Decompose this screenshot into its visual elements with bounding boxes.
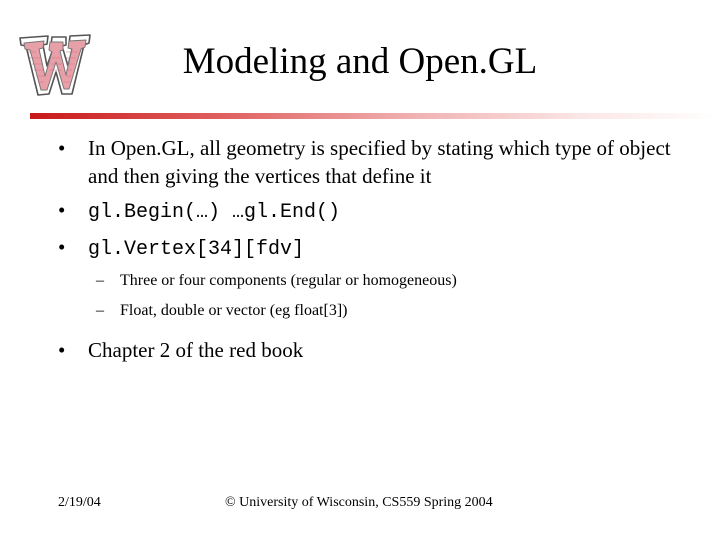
sub-bullet-item-2 [56, 300, 706, 322]
wisconsin-w-logo-icon [14, 28, 96, 102]
sub-bullet-text: Three or four components (regular or homogeneous) [120, 272, 457, 289]
bullet-code-text: gl.Vertex[34][fdv] [88, 238, 305, 261]
sub-bullet-text: Float, double or vector (eg float[3]) [120, 302, 348, 319]
bullet-text: In Open.GL, all geometry is specified by stating which type of object and then giving the vertices that define it [88, 136, 671, 188]
sub-bullet-item-1 [56, 270, 706, 292]
sub-bullet-marker: – [96, 302, 104, 319]
slide-title: Modeling and Open.GL [182, 41, 538, 82]
slide-content [56, 130, 706, 364]
bullet-item-1 [56, 134, 706, 190]
bullet-marker: • [58, 198, 66, 222]
bullet-text: Chapter 2 of the red book [88, 338, 304, 362]
footer-copyright: © University of Wisconsin, CS559 Spring 2004 [225, 495, 493, 510]
bullet-marker: • [58, 235, 66, 259]
bullet-item-3 [56, 233, 706, 264]
bullet-code-text: gl.Begin(…) …gl.End() [88, 201, 341, 224]
footer-date: 2/19/04 [58, 495, 101, 510]
bullet-marker: • [58, 136, 66, 160]
bullet-item-4 [56, 336, 706, 364]
sub-bullet-marker: – [96, 272, 104, 289]
title-underline [30, 113, 720, 119]
bullet-marker: • [58, 338, 66, 362]
bullet-item-2 [56, 196, 706, 227]
